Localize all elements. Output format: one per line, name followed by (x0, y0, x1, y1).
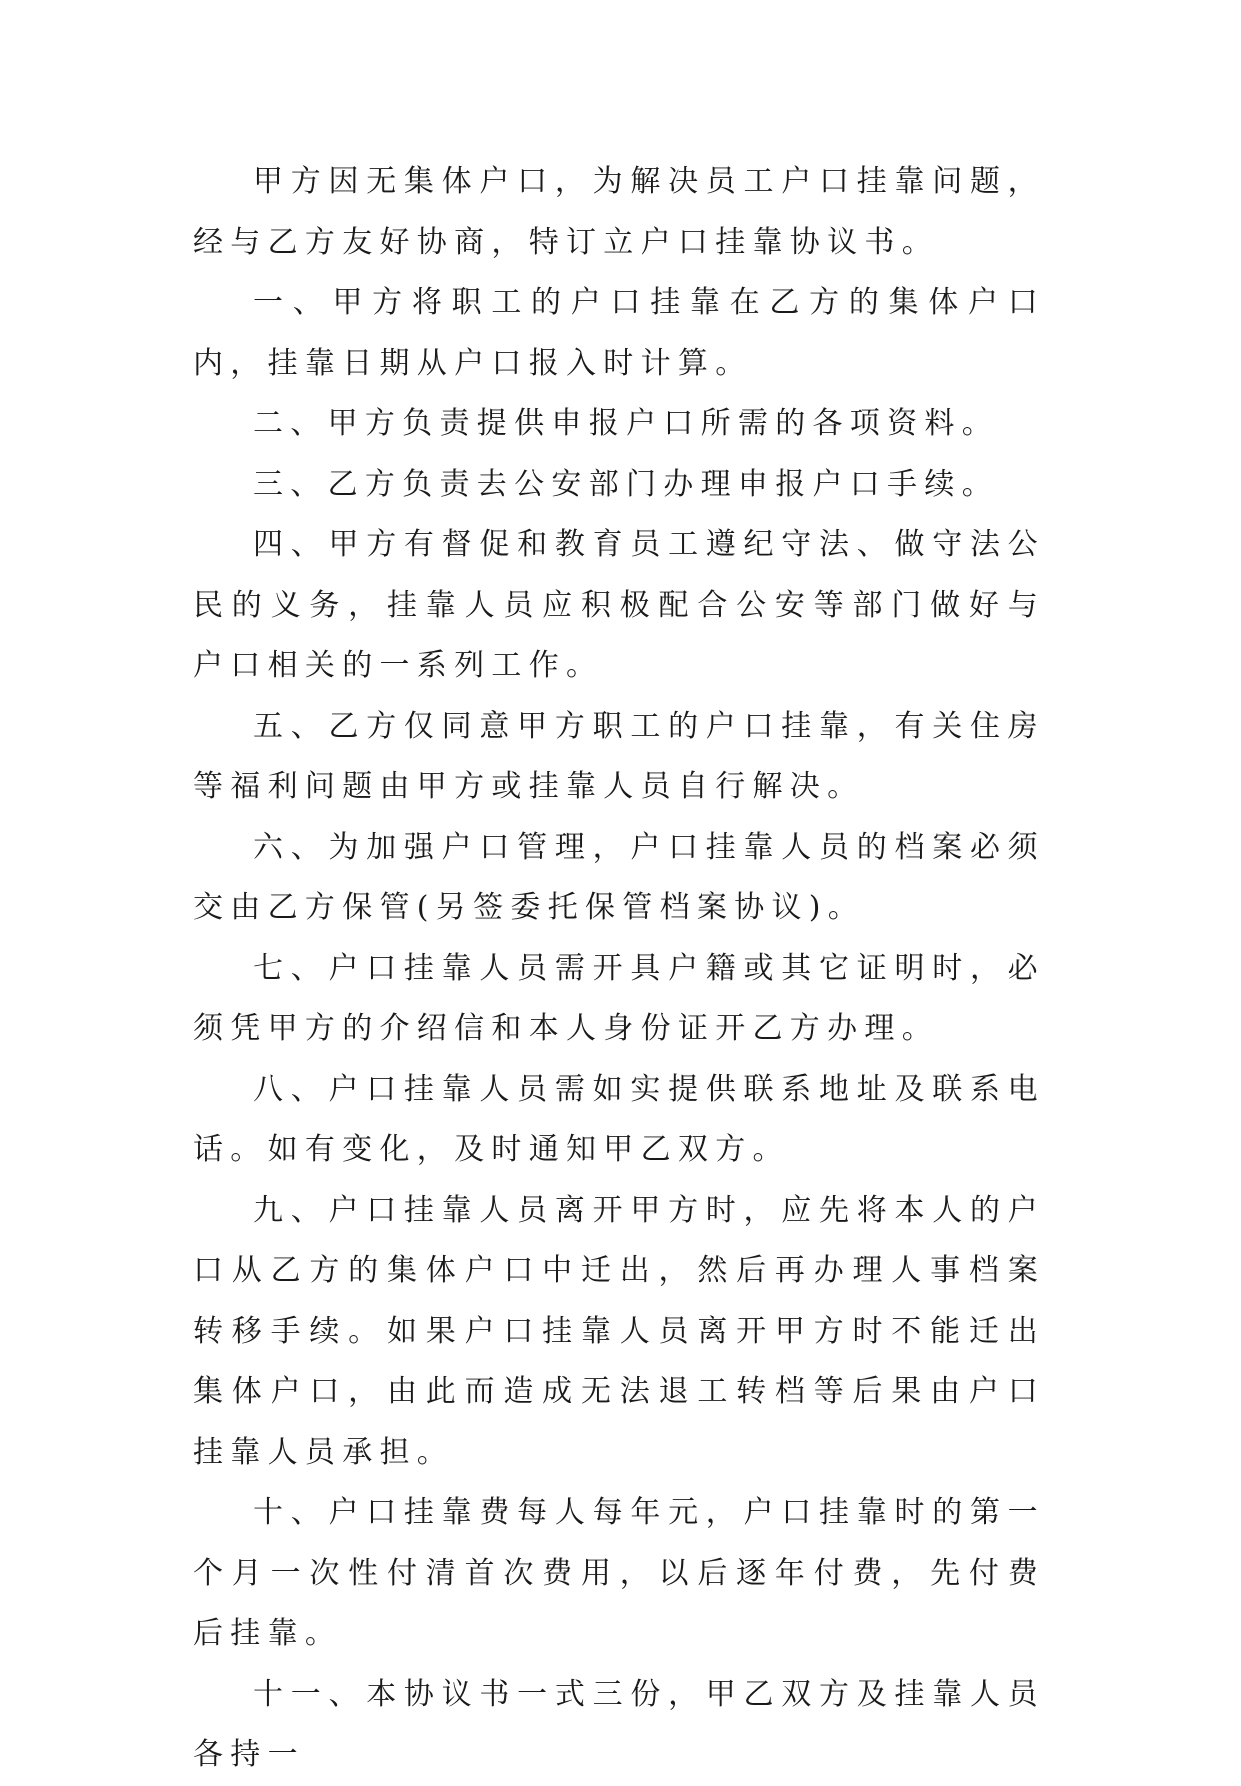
clause-6: 六、为加强户口管理，户口挂靠人员的档案必须交由乙方保管(另签委托保管档案协议)。 (193, 829, 1045, 925)
clause-1: 一、甲方将职工的户口挂靠在乙方的集体户口内，挂靠日期从户口报入时计算。 (193, 285, 1045, 381)
clause-8: 八、户口挂靠人员需如实提供联系地址及联系电话。如有变化，及时通知甲乙双方。 (193, 1071, 1045, 1167)
intro-paragraph: 甲方因无集体户口，为解决员工户口挂靠问题，经与乙方友好协商，特订立户口挂靠协议书。 (193, 164, 1045, 260)
clause-7: 七、户口挂靠人员需开具户籍或其它证明时，必须凭甲方的介绍信和本人身份证开乙方办理。 (193, 950, 1045, 1046)
clause-5: 五、乙方仅同意甲方职工的户口挂靠，有关住房等福利问题由甲方或挂靠人员自行解决。 (193, 708, 1045, 804)
clause-9: 九、户口挂靠人员离开甲方时，应先将本人的户口从乙方的集体户口中迁出，然后再办理人事档案转移手续。如果户口挂靠人员离开甲方时不能迁出集体户口，由此而造成无法退工转档等后果由户口挂靠人员承担。 (193, 1192, 1045, 1470)
clause-2: 二、甲方负责提供申报户口所需的各项资料。 (253, 406, 999, 441)
agreement-body (193, 152, 1045, 1786)
clause-4: 四、甲方有督促和教育员工遵纪守法、做守法公民的义务，挂靠人员应积极配合公安等部门做好与户口相关的一系列工作。 (193, 527, 1045, 683)
clause-10: 十、户口挂靠费每人每年元，户口挂靠时的第一个月一次性付清首次费用，以后逐年付费，先付费后挂靠。 (193, 1495, 1045, 1651)
clause-3: 三、乙方负责去公安部门办理申报户口手续。 (253, 466, 999, 502)
clause-11: 十一、本协议书一式三份，甲乙双方及挂靠人员各持一 (193, 1676, 1045, 1772)
